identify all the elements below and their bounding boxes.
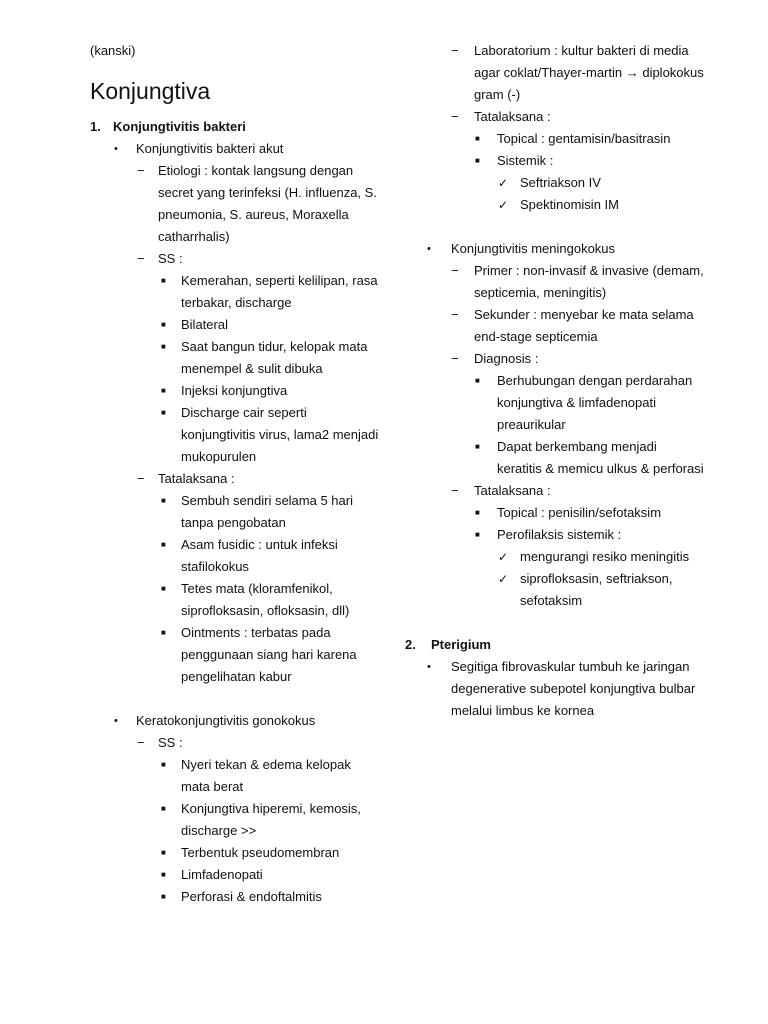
spacer [90, 688, 380, 710]
bullet-marker: • [427, 661, 431, 673]
left-column [90, 40, 380, 908]
list-item [405, 568, 705, 612]
list-item [90, 534, 380, 578]
dash-marker: − [451, 307, 459, 322]
list-number: 2. [405, 637, 416, 652]
list-item-text: Bilateral [181, 317, 228, 332]
list-item [405, 40, 705, 106]
list-item-text: Tatalaksana : [474, 483, 551, 498]
dash-marker: − [451, 43, 459, 58]
section-heading [90, 116, 380, 138]
list-item-text: Berhubungan dengan perdarahan konjungtiva & limfadenopati preaurikular [497, 373, 693, 432]
dash-marker: − [137, 735, 145, 750]
check-icon: ✓ [498, 550, 509, 564]
list-item [90, 732, 380, 754]
list-item-text: SS : [158, 735, 183, 750]
list-item-text: Sembuh sendiri selama 5 hari tanpa pengobatan [181, 493, 353, 530]
square-marker: ■ [475, 134, 480, 143]
list-item [90, 314, 380, 336]
list-item-text: Dapat berkembang menjadi keratitis & memicu ulkus & perforasi [497, 439, 704, 476]
square-marker: ■ [161, 320, 166, 329]
list-item [405, 238, 705, 260]
source-note: (kanski) [90, 43, 136, 58]
list-item [90, 490, 380, 534]
dash-marker: − [451, 109, 459, 124]
list-item-text: Segitiga fibrovaskular tumbuh ke jaringan degenerative subepotel konjungtiva bulbar melalui limbus ke kornea [451, 659, 696, 718]
dash-marker: − [451, 483, 459, 498]
list-item-text: Ointments : terbatas pada penggunaan siang hari karena pengelihatan kabur [181, 625, 357, 684]
list-item [405, 150, 705, 172]
section-title: Konjungtivitis bakteri [113, 119, 246, 134]
list-item [90, 842, 380, 864]
square-marker: ■ [161, 804, 166, 813]
list-item [405, 524, 705, 546]
check-icon: ✓ [498, 198, 509, 212]
list-item [90, 622, 380, 688]
check-icon: ✓ [498, 176, 509, 190]
right-column [405, 40, 705, 722]
list-item [90, 380, 380, 402]
square-marker: ■ [161, 386, 166, 395]
square-marker: ■ [161, 628, 166, 637]
list-item [405, 260, 705, 304]
square-marker: ■ [161, 584, 166, 593]
list-item-text: Spektinomisin IM [520, 197, 619, 212]
list-item-text: Primer : non-invasif & invasive (demam, septicemia, meningitis) [474, 263, 704, 300]
dash-marker: − [137, 471, 145, 486]
dash-marker: − [451, 351, 459, 366]
list-item [90, 864, 380, 886]
square-marker: ■ [161, 892, 166, 901]
list-item [90, 336, 380, 380]
spacer [405, 216, 705, 238]
square-marker: ■ [161, 540, 166, 549]
list-item-text: Kemerahan, seperti kelilipan, rasa terbakar, discharge [181, 273, 378, 310]
square-marker: ■ [475, 508, 480, 517]
list-item [405, 480, 705, 502]
bullet-marker: • [427, 243, 431, 255]
square-marker: ■ [161, 408, 166, 417]
list-item [405, 194, 705, 216]
list-item-text: Konjungtivitis bakteri akut [136, 141, 284, 156]
list-item [90, 710, 380, 732]
square-marker: ■ [475, 376, 480, 385]
list-item [90, 270, 380, 314]
list-item [405, 656, 705, 722]
list-item [405, 172, 705, 194]
list-item-text: Topical : gentamisin/basitrasin [497, 131, 671, 146]
list-item-text: Tatalaksana : [158, 471, 235, 486]
section-heading [405, 634, 705, 656]
list-item-text: Discharge cair seperti konjungtivitis virus, lama2 menjadi mukopurulen [181, 405, 379, 464]
list-item [90, 754, 380, 798]
list-item-text: Seftriakson IV [520, 175, 601, 190]
list-item-text: Perforasi & endoftalmitis [181, 889, 322, 904]
list-item-text: Nyeri tekan & edema kelopak mata berat [181, 757, 351, 794]
list-item-text: Tatalaksana : [474, 109, 551, 124]
list-item-text: Sekunder : menyebar ke mata selama end-stage septicemia [474, 307, 694, 344]
dash-marker: − [137, 163, 145, 178]
square-marker: ■ [161, 870, 166, 879]
list-item-text: Konjungtiva hiperemi, kemosis, discharge >> [181, 801, 361, 838]
list-item [405, 370, 705, 436]
square-marker: ■ [161, 760, 166, 769]
page-title: Konjungtiva [90, 78, 211, 104]
list-item [405, 546, 705, 568]
section-title: Pterigium [431, 637, 491, 652]
square-marker: ■ [475, 442, 480, 451]
list-item-text: mengurangi resiko meningitis [520, 549, 690, 564]
square-marker: ■ [161, 342, 166, 351]
list-item-text: Limfadenopati [181, 867, 263, 882]
list-item [405, 304, 705, 348]
list-item [405, 348, 705, 370]
list-item-text: Tetes mata (kloramfenikol, siprofloksasin, ofloksasin, dll) [181, 581, 350, 618]
list-item [90, 138, 380, 160]
list-item-text: siprofloksasin, seftriakson, sefotaksim [520, 571, 673, 608]
list-item-text: SS : [158, 251, 183, 266]
list-item [90, 886, 380, 908]
dash-marker: − [451, 263, 459, 278]
list-item [405, 128, 705, 150]
list-item-text: Etiologi : kontak langsung dengan secret yang terinfeksi (H. influenza, S. pneumonia, S. aureus, Moraxella catharrhalis) [158, 163, 377, 244]
list-item-text: Konjungtivitis meningokokus [451, 241, 616, 256]
list-number: 1. [90, 119, 101, 134]
list-item [90, 468, 380, 490]
list-item [90, 578, 380, 622]
square-marker: ■ [161, 848, 166, 857]
list-item [405, 502, 705, 524]
list-item-text: Diagnosis : [474, 351, 539, 366]
dash-marker: − [137, 251, 145, 266]
list-item-text: Injeksi konjungtiva [181, 383, 288, 398]
spacer [405, 612, 705, 634]
square-marker: ■ [475, 156, 480, 165]
list-item-text: Sistemik : [497, 153, 554, 168]
bullet-marker: • [114, 715, 118, 727]
list-item-text: Perofilaksis sistemik : [497, 527, 622, 542]
list-item [405, 106, 705, 128]
list-item-text: Saat bangun tidur, kelopak mata menempel & sulit dibuka [181, 339, 368, 376]
list-item [90, 402, 380, 468]
list-item [405, 436, 705, 480]
square-marker: ■ [475, 530, 480, 539]
list-item [90, 798, 380, 842]
list-item-text: Topical : penisilin/sefotaksim [497, 505, 662, 520]
list-item-text: Terbentuk pseudomembran [181, 845, 340, 860]
square-marker: ■ [161, 276, 166, 285]
list-item-text: Laboratorium : kultur bakteri di media agar coklat/Thayer-martin → diplokokus gram (-) [474, 43, 704, 102]
bullet-marker: • [114, 143, 118, 155]
list-item-text: Asam fusidic : untuk infeksi stafilokokus [181, 537, 338, 574]
check-icon: ✓ [498, 572, 509, 586]
list-item [90, 160, 380, 248]
list-item-text: Keratokonjungtivitis gonokokus [136, 713, 316, 728]
square-marker: ■ [161, 496, 166, 505]
list-item [90, 248, 380, 270]
